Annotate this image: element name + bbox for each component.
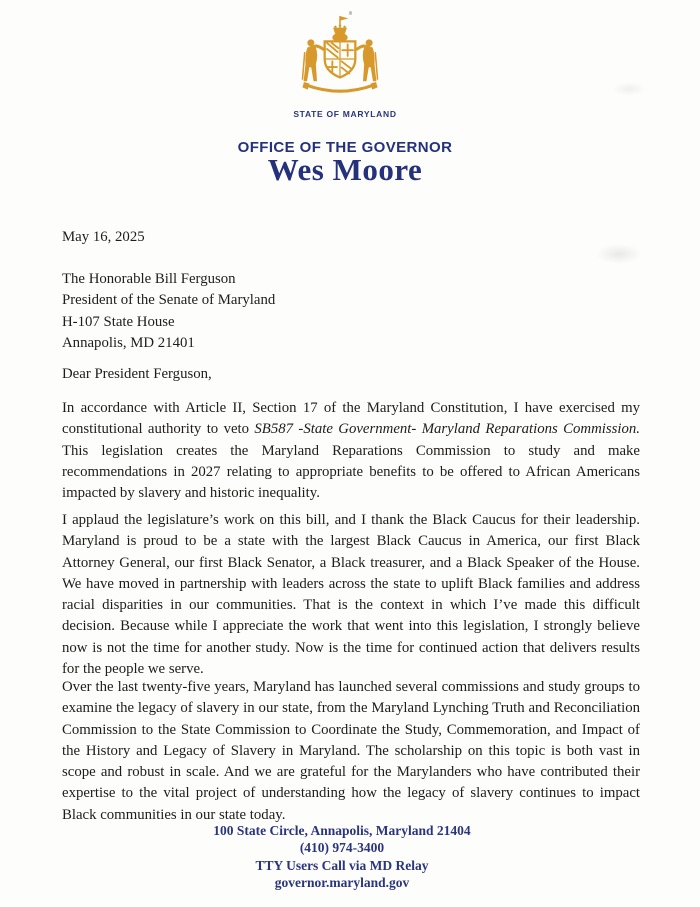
recipient-block bbox=[62, 269, 640, 354]
paragraph-line: In accordance with Article II, Section 17 of the Maryland Constitution, I have exercised my bbox=[62, 400, 640, 416]
footer-line: TTY Users Call via MD Relay bbox=[255, 857, 429, 873]
paragraph-line: Attorney General, our first Black Senator, a Black treasurer, and a Black Speaker of the House. bbox=[62, 554, 640, 571]
letter-date: May 16, 2025 bbox=[62, 229, 145, 245]
paragraph-line: racial disparities in our communities. That is the context in which I’ve made this difficult bbox=[62, 597, 640, 614]
paragraph-line: scope and robust in scale. And we are grateful for the Marylanders who have contributed their bbox=[62, 764, 640, 781]
paragraph-line: now is not the time for another study. Now is the time for continued action that delivers results bbox=[62, 639, 640, 656]
recipient-line: Annapolis, MD 21401 bbox=[62, 334, 195, 351]
maryland-state-seal-icon bbox=[294, 13, 386, 105]
body-paragraph-2 bbox=[62, 510, 640, 680]
scan-smudge bbox=[612, 82, 646, 96]
paragraph-line: Black communities in our state today. bbox=[62, 806, 286, 823]
paragraph-line: expertise to the vital project of understanding how the legacy of slavery continues to impact bbox=[62, 785, 640, 802]
salutation: Dear President Ferguson, bbox=[62, 366, 212, 382]
recipient-line: President of the Senate of Maryland bbox=[62, 292, 276, 309]
office-of-governor-label: OFFICE OF THE GOVERNOR bbox=[237, 139, 453, 156]
seal-caption: STATE OF MARYLAND bbox=[293, 109, 397, 119]
paragraph-line: examine the legacy of slavery in our state, from the Maryland Lynching Truth and Reconciliation bbox=[62, 700, 640, 717]
footer-line: 100 State Circle, Annapolis, Maryland 21404 bbox=[213, 823, 471, 838]
body-paragraph-3 bbox=[62, 677, 640, 826]
recipient-line: H-107 State House bbox=[62, 313, 175, 330]
paragraph-line: Maryland is proud to be a state with the largest Black Caucus in America, our first Black bbox=[62, 533, 640, 550]
footer-line: (410) 974-3400 bbox=[299, 840, 385, 856]
paragraph-line: impacted by slavery and historic inequality. bbox=[62, 485, 320, 502]
governor-name: Wes Moore bbox=[267, 152, 423, 187]
body-paragraph-1 bbox=[62, 398, 640, 504]
recipient-line: The Honorable Bill Ferguson bbox=[62, 271, 236, 287]
paragraph-line: constitutional authority to veto SB587 -State Government- Maryland Reparations Commission. bbox=[62, 421, 640, 438]
paragraph-line: Commission to the State Commission to Coordinate the Study, Commemoration, and Impact of bbox=[62, 721, 640, 738]
footer-line: governor.maryland.gov bbox=[274, 875, 410, 891]
letterhead-footer bbox=[0, 822, 684, 892]
paragraph-line: the History and Legacy of Slavery in Maryland. The scholarship on this topic is both vast in bbox=[62, 742, 640, 759]
paragraph-line: recommendations in 2027 relating to appropriate benefits to be offered to African Americans bbox=[62, 463, 640, 480]
paragraph-line: This legislation creates the Maryland Reparations Commission to study and make bbox=[62, 442, 640, 459]
paragraph-line: decision. Because while I appreciate the work that went into this legislation, I strongly believe bbox=[62, 618, 640, 635]
paragraph-line: Over the last twenty-five years, Maryland has launched several commissions and study groups to bbox=[62, 679, 640, 695]
paragraph-line: I applaud the legislature’s work on this bill, and I thank the Black Caucus for their leadership. bbox=[62, 512, 640, 528]
paragraph-line: We have moved in partnership with leaders across the state to uplift Black families and address bbox=[62, 575, 640, 592]
paragraph-line: for the people we serve. bbox=[62, 661, 204, 678]
